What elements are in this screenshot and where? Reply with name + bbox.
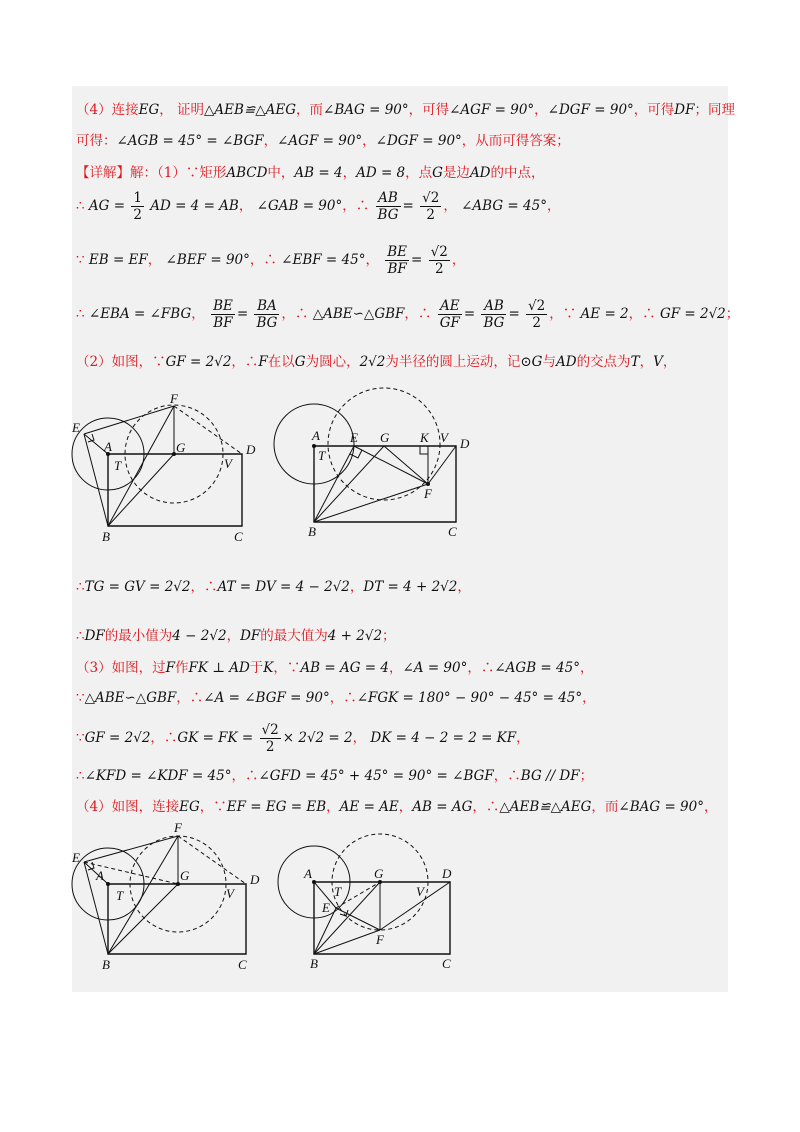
- solution-line-11: ∴∠KFD = ∠KDF = 45°，∴∠GFD = 45° + 45° = 90° = ∠BGF，∴BG // DF；: [76, 768, 594, 784]
- analysis-line-2: 可得：∠AGB = 45° = ∠BGF，∠AGF = 90°，∠DGF = 90°，从而可得答案；: [76, 133, 570, 149]
- label-g: G: [380, 430, 390, 445]
- label-c: C: [448, 524, 457, 539]
- label-t: T: [116, 888, 124, 903]
- solution-line-1: 【详解】解：（1）∵矩形ABCD中，AB = 4，AD = 8，点G是边AD的中点，: [76, 165, 545, 181]
- label-v: V: [440, 430, 448, 445]
- label-c: C: [234, 529, 243, 544]
- figure-part2-left: [66, 390, 266, 550]
- fraction-one-half: $\frac{1}{2}$: [133, 190, 142, 223]
- label-f: F: [376, 932, 384, 947]
- label-b: B: [102, 529, 110, 544]
- label-e: E: [322, 900, 330, 915]
- label-a: A: [312, 428, 320, 443]
- solution-line-2: ∴ AG = $\frac{1}{2}$ AD = 4 = AB， ∠GAB = 90°，∴ $\frac{AB}{BG}$ = $\frac{√2}{2}$ ， ∠ABG = 45°，: [76, 190, 561, 223]
- label-e: E: [72, 420, 80, 435]
- label-t: T: [334, 884, 342, 899]
- fraction-root2-half: $\frac{√2}{2}$: [430, 244, 448, 277]
- fraction-ab-bg: $\frac{AB}{BG}$: [377, 190, 399, 223]
- figure-part4-left: [66, 818, 266, 978]
- fraction-root2-half: $\frac{√2}{2}$: [422, 190, 440, 223]
- figure-part4-right: [270, 818, 480, 978]
- label-b: B: [102, 957, 110, 972]
- fraction-ba-bg: $\frac{BA}{BG}$: [256, 298, 278, 331]
- figure-part3: [270, 380, 490, 550]
- label-g: G: [180, 868, 190, 883]
- label-a: A: [96, 868, 104, 883]
- label-f: F: [170, 391, 178, 406]
- label-f: F: [174, 820, 182, 835]
- label-t: T: [114, 458, 122, 473]
- label-a: A: [304, 866, 312, 881]
- label-c: C: [238, 957, 247, 972]
- solution-line-3: ∵ EB = EF， ∠BEF = 90°，∴ ∠EBF = 45°， $\frac{BE}{BF}$ = $\frac{√2}{2}$ ，: [76, 244, 466, 277]
- label-a: A: [104, 439, 112, 454]
- label-e: E: [350, 430, 358, 445]
- label-c: C: [442, 956, 451, 971]
- label-d: D: [460, 436, 470, 451]
- fraction-root2-half: $\frac{√2}{2}$: [528, 298, 546, 331]
- label-v: V: [224, 456, 232, 471]
- label-d: D: [246, 442, 256, 457]
- label-t: T: [318, 448, 326, 463]
- solution-line-10: ∵GF = 2√2，∴GK = FK = $\frac{√2}{2}$ × 2√2 = 2， DK = 4 − 2 = 2 = KF，: [76, 722, 530, 755]
- label-v: V: [226, 886, 234, 901]
- solution-line-5: （2）如图，∵GF = 2√2，∴F在以G为圆心，2√2为半径的圆上运动，记⊙G与AD的交点为T，V，: [76, 354, 677, 370]
- solution-line-7: ∴DF的最小值为4 − 2√2，DF的最大值为4 + 2√2；: [76, 628, 396, 644]
- label-g: G: [176, 440, 186, 455]
- label-d: D: [442, 866, 452, 881]
- fraction-ae-gf: $\frac{AE}{GF}$: [439, 298, 460, 331]
- rectangle-abcd: [314, 446, 456, 522]
- fraction-root2-half: $\frac{√2}{2}$: [261, 722, 279, 755]
- label-k: K: [420, 430, 429, 445]
- label-b: B: [310, 956, 318, 971]
- solution-line-9: ∵△ABE∽△GBF，∴∠A = ∠BGF = 90°，∴∠FGK = 180° − 90° − 45° = 45°，: [76, 690, 596, 706]
- solution-line-6: ∴TG = GV = 2√2，∴AT = DV = 4 − 2√2，DT = 4 + 2√2，: [76, 579, 471, 595]
- label-f: F: [424, 486, 432, 501]
- label-e: E: [72, 850, 80, 865]
- solution-line-4: ∴ ∠EBA = ∠FBG， $\frac{BE}{BF}$ = $\frac{BA}{BG}$ ，∴ △ABE∽△GBF，∴ $\frac{AE}{GF}$ = $\frac{AB}{BG}$ = $\frac{√2}{2}$ ，∵ AE = 2，∴ GF = 2√2；: [76, 298, 740, 331]
- solution-line-8: （3）如图，过F作FK ⊥ AD于K，∵AB = AG = 4，∠A = 90°，∴∠AGB = 45°，: [76, 660, 594, 676]
- analysis-line-1: （4）连接EG， 证明△AEB≌△AEG，而∠BAG = 90°，可得∠AGF = 90°，∠DGF = 90°，可得DF；同理: [76, 102, 735, 118]
- fraction-ab-bg: $\frac{AB}{BG}$: [483, 298, 505, 331]
- label-g: G: [374, 866, 384, 881]
- solution-line-12: （4）如图，连接EG，∵EF = EG = EB，AE = AE，AB = AG，∴△AEB≌△AEG，而∠BAG = 90°，: [76, 799, 718, 815]
- fraction-be-bf: $\frac{BE}{BF}$: [213, 298, 233, 331]
- fraction-be-bf: $\frac{BE}{BF}$: [387, 244, 408, 277]
- label-b: B: [308, 524, 316, 539]
- label-d: D: [250, 872, 260, 887]
- label-v: V: [416, 884, 424, 899]
